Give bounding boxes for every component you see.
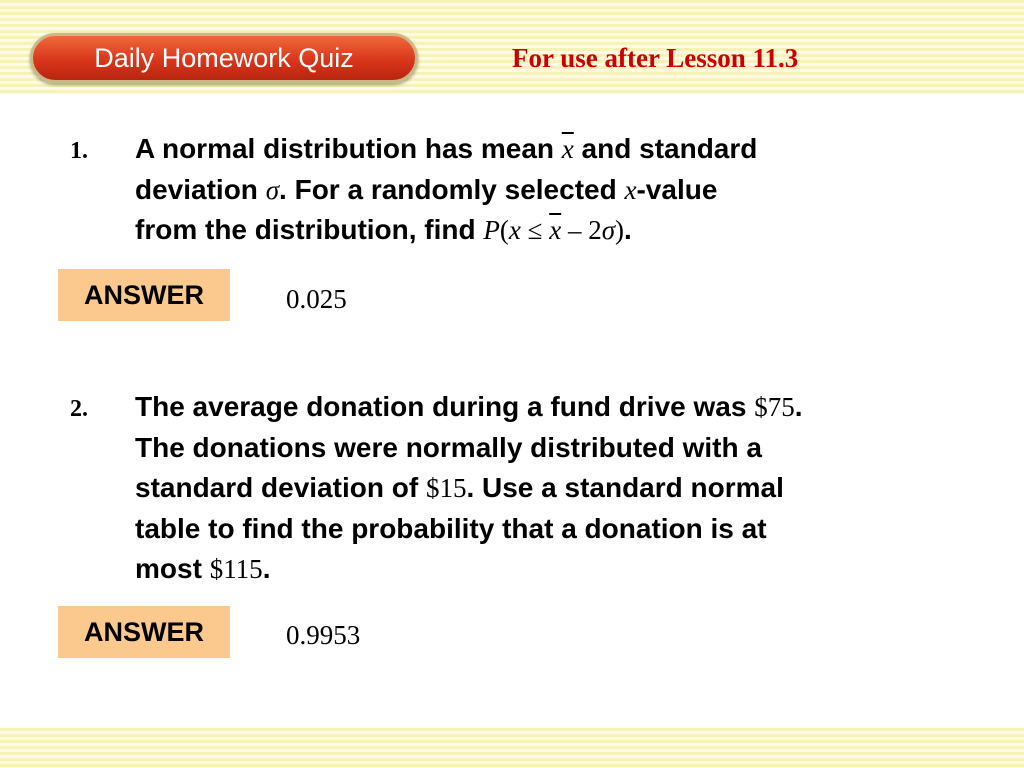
q2-l1-end: .: [794, 391, 803, 422]
less-equal-symbol: ≤: [520, 215, 550, 245]
q1-l3-end: .: [624, 214, 632, 245]
probability-symbol: P: [483, 215, 500, 245]
q2-l4-text: table to find the probability that a donation is at: [135, 512, 767, 544]
footer-stripe-band: [0, 728, 1024, 768]
answer-2-value: 0.9953: [286, 620, 361, 650]
q2-l3-text: standard deviation of: [135, 472, 426, 503]
donation-limit-amount: $115: [209, 554, 263, 584]
q1-l2-end: -value: [636, 173, 718, 205]
q2-l1-text: The average donation during a fund drive was: [135, 391, 755, 422]
answer-1-label-box: [58, 269, 230, 321]
mean-symbol: $\overline{x}$: [561, 134, 574, 164]
quiz-title-badge: [30, 33, 418, 83]
question-1-line-1: [135, 129, 995, 170]
answer-1-value: 0.025: [286, 284, 347, 314]
q2-l5-end: .: [262, 553, 271, 584]
q1-l1-end: and standard: [573, 133, 758, 164]
sigma-symbol: σ: [601, 215, 616, 245]
lesson-note: For use after Lesson 11.3: [512, 43, 799, 73]
q1-open-paren: (: [499, 215, 509, 245]
answer-2-label: ANSWER: [84, 616, 204, 647]
q1-l1-text: A normal distribution has mean: [135, 133, 562, 164]
question-2-line-1: [135, 387, 995, 428]
average-donation-amount: $75: [754, 392, 795, 422]
q1-close-paren: ): [615, 215, 625, 245]
q2-l2-text: The donations were normally distributed with a: [135, 431, 762, 463]
x-variable: x: [624, 174, 637, 205]
answer-2-label-box: [58, 606, 230, 658]
question-2-number: 2.: [70, 396, 88, 422]
question-1-number: 1.: [70, 138, 88, 164]
question-2-line-5: [135, 549, 995, 590]
question-1-line-3: [135, 210, 995, 251]
question-2-line-2: [135, 428, 995, 469]
std-deviation-amount: $15: [425, 473, 467, 503]
q1-l3-text: from the distribution, find: [135, 214, 484, 245]
q2-l3-end: . Use a standard normal: [466, 472, 784, 503]
q1-l2-mid: . For a randomly selected: [279, 173, 625, 205]
q2-l5-text: most: [135, 553, 210, 584]
question-2-text: [135, 387, 995, 590]
q1-l2-text: deviation: [135, 173, 266, 205]
quiz-title: Daily Homework Quiz: [94, 42, 354, 73]
question-1-text: [135, 129, 995, 251]
answer-1-label: ANSWER: [84, 279, 204, 310]
sigma-symbol: σ: [265, 174, 280, 205]
minus-two: – 2: [561, 215, 602, 245]
question-1-line-2: [135, 170, 995, 211]
question-2-line-3: [135, 468, 995, 509]
x-variable: x: [508, 215, 521, 245]
question-2-line-4: [135, 509, 995, 550]
mean-symbol: $\overline{x}$: [549, 215, 562, 245]
